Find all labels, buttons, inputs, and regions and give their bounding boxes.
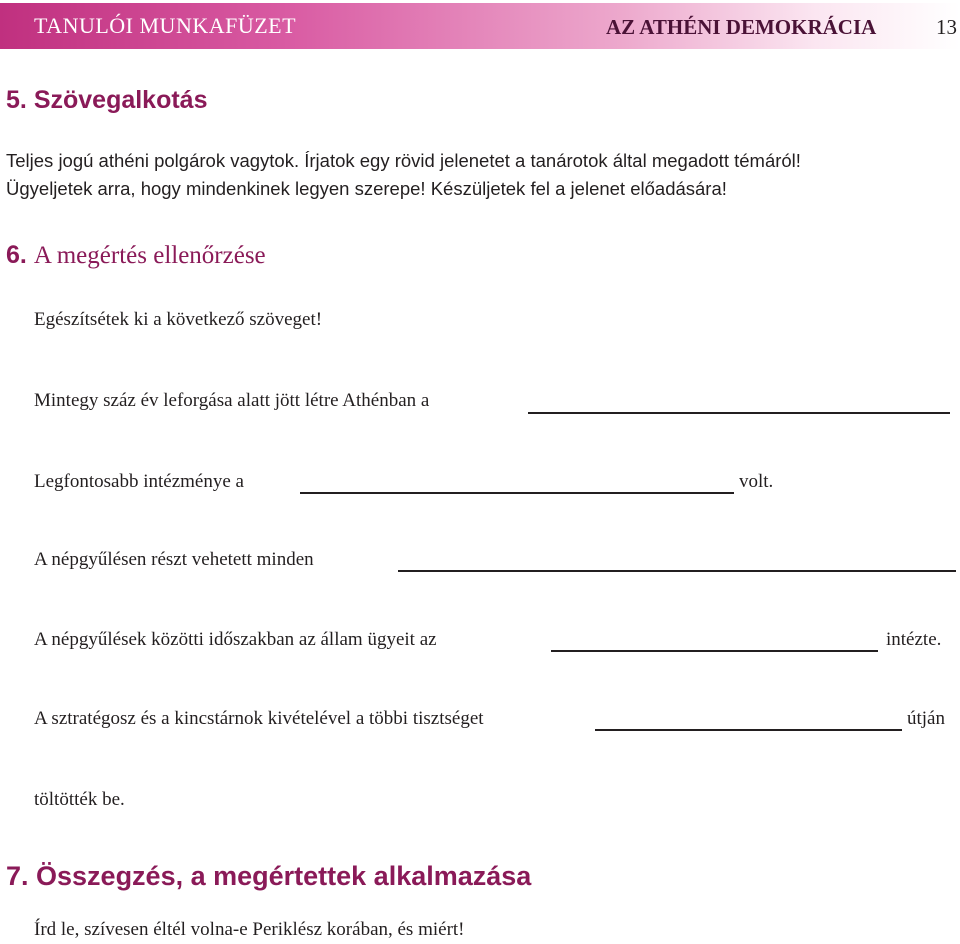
section-6-title: A megértés ellenőrzése [33,242,266,269]
page-number: 13 [936,15,957,39]
sentence-4-blank[interactable] [551,650,878,652]
sentence-2-ending: volt. [739,471,774,492]
section-5-line-1: Teljes jogú athéni polgárok vagytok. Írjatok egy rövid jelenetet a tanárotok által megadott témáról! [6,150,801,171]
section-7-heading: 7. Összegzés, a megértettek alkalmazása [6,861,532,891]
sentence-3-blank[interactable] [398,570,956,572]
page-header [0,3,960,49]
section-6-number: 6. [6,241,27,269]
sentence-5-continuation: töltötték be. [34,789,125,810]
sentence-4-text: A népgyűlések közötti időszakban az állam ügyeit az [34,629,437,650]
sentence-4-ending: intézte. [886,629,942,650]
section-5-title: Szövegalkotás [33,86,208,114]
sentence-1-text: Mintegy száz év leforgása alatt jött létre Athénban a [34,390,430,411]
section-5-heading [6,86,208,115]
sentence-5-blank[interactable] [595,729,902,731]
section-6-instruction: Egészítsétek ki a következő szöveget! [34,309,323,330]
sentence-2-text: Legfontosabb intézménye a [34,471,244,492]
chapter-title: AZ ATHÉNI DEMOKRÁCIA [606,15,877,39]
sentence-5-text: A sztratégosz és a kincstárnok kivételével a többi tisztséget [34,708,484,729]
section-5-line-2: Ügyeljetek arra, hogy mindenkinek legyen szerepe! Készüljetek fel a jelenet előadására! [6,178,727,199]
sentence-2-blank[interactable] [300,492,734,494]
section-7-prompt: Írd le, szívesen éltél volna-e Periklész korában, és miért! [34,919,465,940]
sentence-5-ending: útján [907,708,945,729]
workbook-title: TANULÓI MUNKAFÜZET [34,13,297,38]
section-5-number: 5. [6,86,27,114]
section-6-heading [6,241,266,270]
sentence-1-blank[interactable] [528,412,950,414]
sentence-3-text: A népgyűlésen részt vehetett minden [34,549,314,570]
